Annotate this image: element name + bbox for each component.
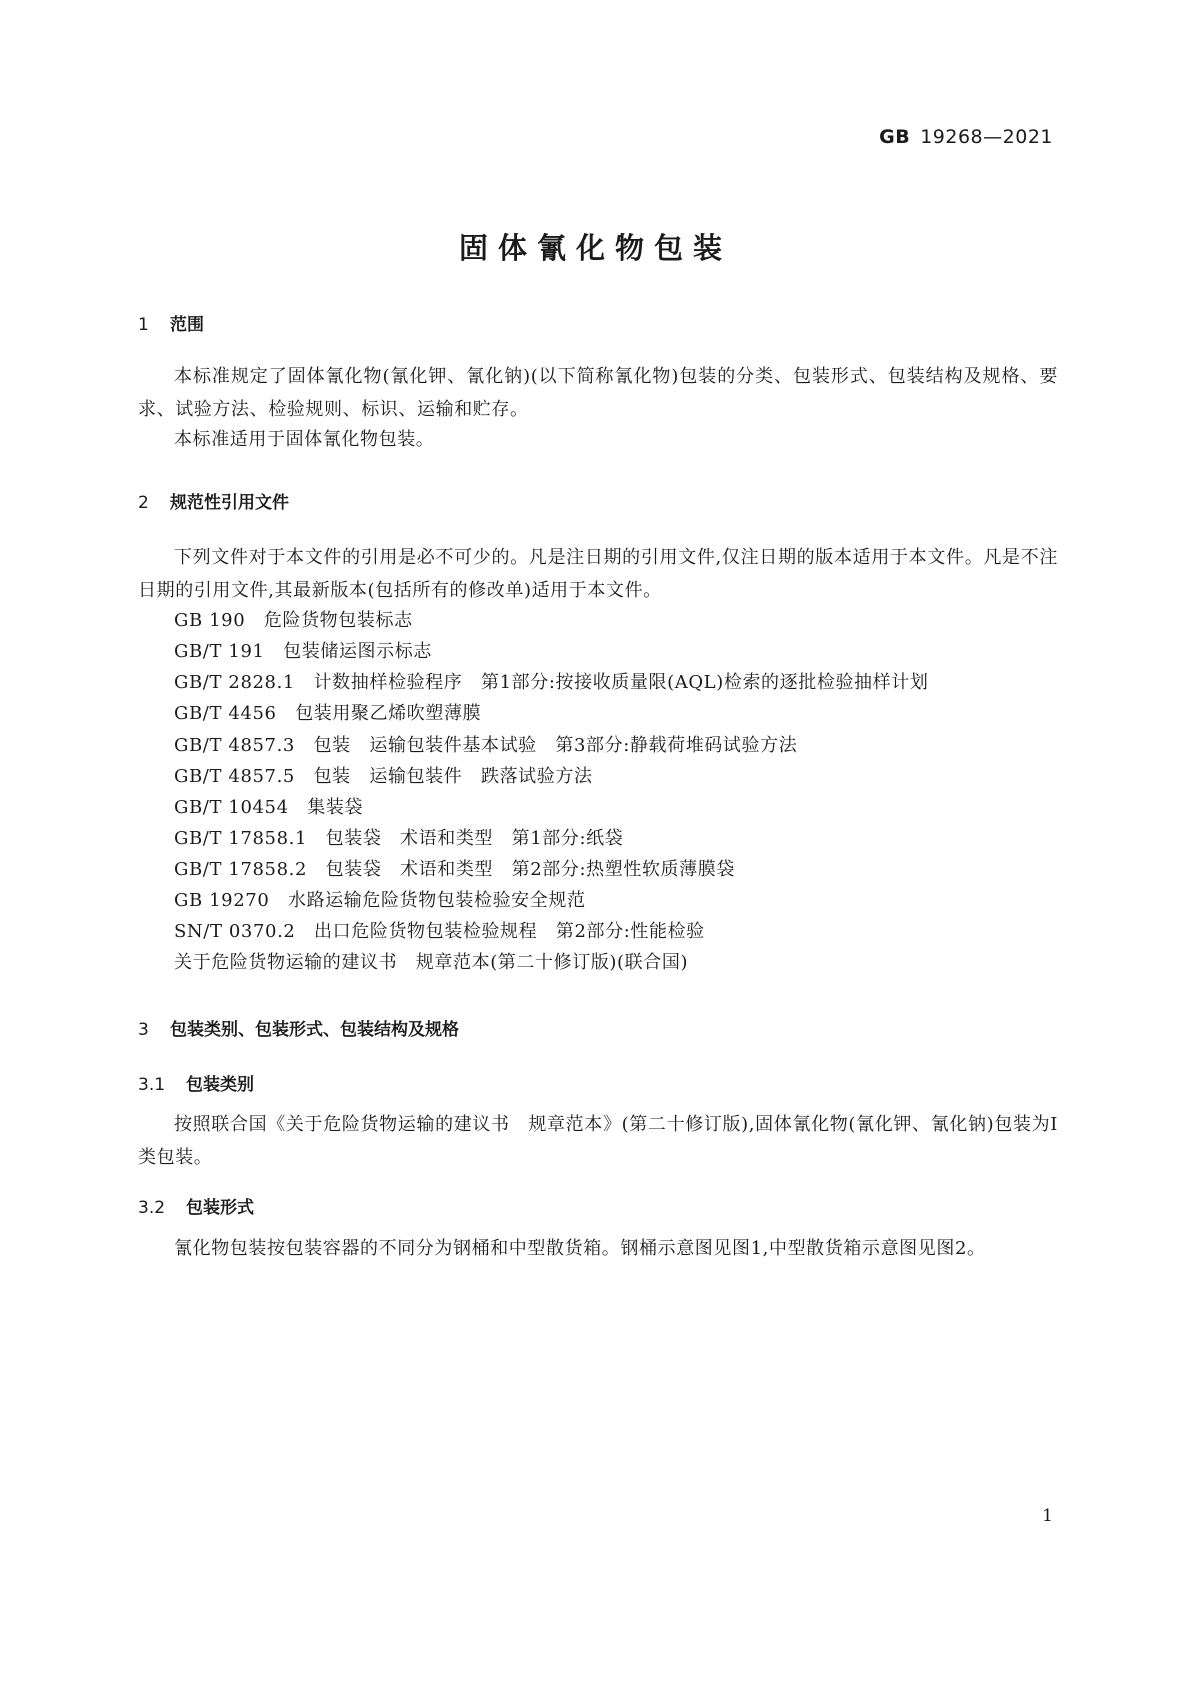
section-3-1-heading <box>138 1070 254 1095</box>
reference-item: GB 190 危险货物包装标志 <box>174 610 413 631</box>
section-number: 1 <box>138 315 149 335</box>
section-title: 包装类别 <box>186 1075 254 1095</box>
reference-item: GB/T 2828.1 计数抽样检验程序 第1部分:按接收质量限(AQL)检索的逐批检验抽样计划 <box>174 672 929 693</box>
section-2-heading <box>138 488 289 513</box>
section-title: 包装类别、包装形式、包装结构及规格 <box>170 1020 459 1040</box>
reference-item: GB/T 191 包装储运图示标志 <box>174 641 432 662</box>
section-1-heading <box>138 310 204 335</box>
reference-item: SN/T 0370.2 出口危险货物包装检验规程 第2部分:性能检验 <box>174 921 705 942</box>
reference-item: GB/T 10454 集装袋 <box>174 797 364 818</box>
paragraph: 按照联合国《关于危险货物运输的建议书 规章范本》(第二十修订版),固体氰化物(氰化钾、氰化钠)包装为Ⅰ类包装。 <box>138 1114 1058 1168</box>
section-number: 3.2 <box>138 1198 166 1218</box>
section-title: 包装形式 <box>186 1198 254 1218</box>
paragraph: 氰化物包装按包装容器的不同分为钢桶和中型散货箱。钢桶示意图见图1,中型散货箱示意图见图2。 <box>174 1238 986 1259</box>
paragraph: 本标准规定了固体氰化物(氰化钾、氰化钠)(以下简称氰化物)包装的分类、包装形式、包装结构及规格、要求、试验方法、检验规则、标识、运输和贮存。 <box>138 366 1058 420</box>
reference-item: GB/T 17858.1 包装袋 术语和类型 第1部分:纸袋 <box>174 828 624 849</box>
section-number: 2 <box>138 493 149 513</box>
paragraph: 本标准适用于固体氰化物包装。 <box>174 429 435 450</box>
section-title: 范围 <box>170 315 204 335</box>
page-number: 1 <box>1042 1506 1053 1526</box>
standard-code-prefix: GB <box>879 126 911 148</box>
section-number: 3 <box>138 1020 149 1040</box>
standard-code <box>879 126 1053 148</box>
reference-item: GB/T 4857.5 包装 运输包装件 跌落试验方法 <box>174 766 593 787</box>
standard-code-number: 19268—2021 <box>920 126 1053 148</box>
reference-item: GB 19270 水路运输危险货物包装检验安全规范 <box>174 890 586 911</box>
document-title: 固体氰化物包装 <box>458 231 732 265</box>
section-3-heading <box>138 1015 459 1040</box>
reference-item: GB/T 4456 包装用聚乙烯吹塑薄膜 <box>174 703 482 724</box>
reference-item: GB/T 17858.2 包装袋 术语和类型 第2部分:热塑性软质薄膜袋 <box>174 859 735 880</box>
section-number: 3.1 <box>138 1075 166 1095</box>
reference-item: GB/T 4857.3 包装 运输包装件基本试验 第3部分:静载荷堆码试验方法 <box>174 735 798 756</box>
section-title: 规范性引用文件 <box>170 493 289 513</box>
section-3-2-heading <box>138 1193 254 1218</box>
paragraph: 下列文件对于本文件的引用是必不可少的。凡是注日期的引用文件,仅注日期的版本适用于本文件。凡是不注日期的引用文件,其最新版本(包括所有的修改单)适用于本文件。 <box>138 547 1058 601</box>
reference-item: 关于危险货物运输的建议书 规章范本(第二十修订版)(联合国) <box>174 952 689 973</box>
